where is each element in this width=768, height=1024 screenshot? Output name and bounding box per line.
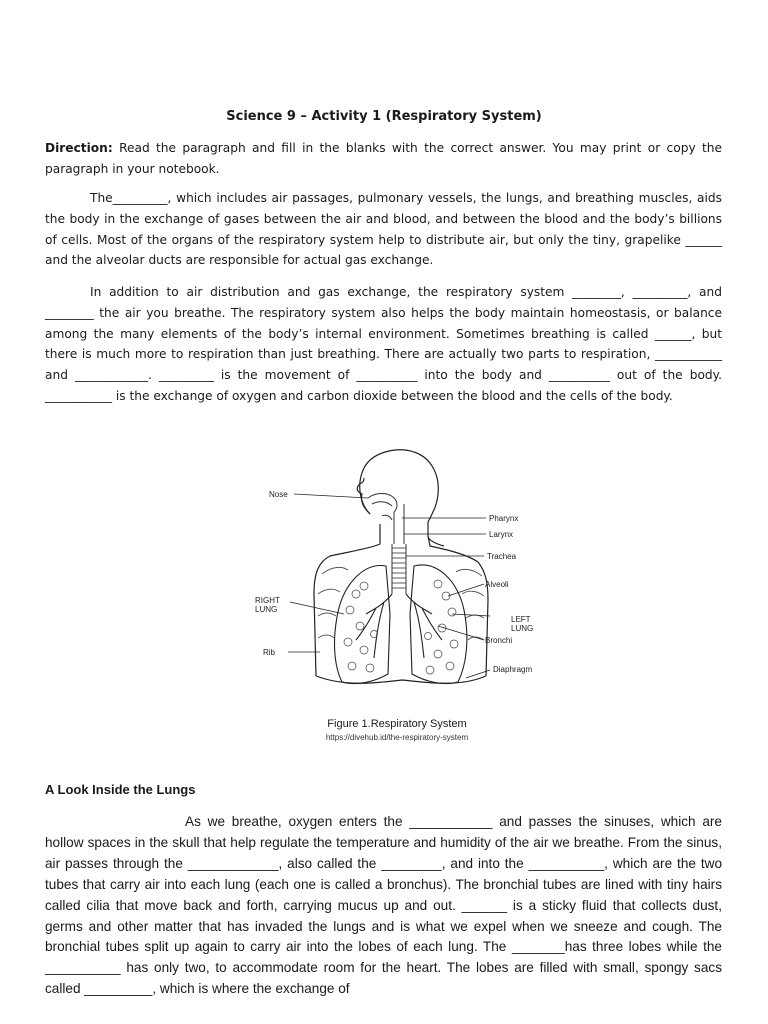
paragraph-2-text: In addition to air distribution and gas exchange, the respiratory system ________, _________, and ________ the air you breathe. The respiratory system also helps the body maintain homeostasis, or balance among the many elements of the body’s internal environment. Sometimes breathing is called ______, but there is much more to respiration than just breathing. There are actually two parts to respiration, ___________ and ____________. _________ is the movement of __________ into the body and __________ out of the body. ___________ is the exchange of oxygen and carbon dioxide between the blood and the cells of the body. <box>45 285 722 403</box>
lungs-paragraph-text: As we breathe, oxygen enters the ___________ and passes the sinuses, which are hollow spaces in the skull that help regulate the temperature and humidity of the air we breathe. From the sinus, air passes through the ____________, also called the ________, and into the __________, which are the two tubes that carry air into each lung (each one is called a bronchus). The bronchial tubes are lined with tiny hairs called cilia that move back and forth, carrying mucus up and out. ______ is a sticky fluid that collects dust, germs and other matter that has invaded the lungs and is what we expel when we sneeze and cough. The bronchial tubes split up again to carry air into the lobes of each lung. The _______has three lobes while the __________ has only two, to accommodate room for the heart. The lobes are filled with small, spongy sacs called _________, which is where the exchange of <box>45 814 722 997</box>
label-nose: Nose <box>269 490 288 499</box>
label-alveoli: Alveoli <box>485 580 509 589</box>
section-title: A Look Inside the Lungs <box>45 782 196 797</box>
figure-source: https://divehub.id/the-respiratory-system <box>325 733 469 742</box>
direction-label: Direction: <box>45 141 113 155</box>
label-left-lung: LEFT LUNG <box>511 615 534 633</box>
page-title: Science 9 – Activity 1 (Respiratory System) <box>226 109 542 124</box>
right-lung <box>335 566 390 684</box>
paragraph-2 <box>45 282 722 407</box>
left-lung <box>410 565 467 684</box>
trachea-rings <box>392 548 406 588</box>
direction-text: Read the paragraph and fill in the blanks with the correct answer. You may print or copy the paragraph in your notebook. <box>45 141 722 176</box>
label-right-lung: RIGHT LUNG <box>255 596 280 614</box>
figure-caption: Figure 1.Respiratory System <box>327 718 467 730</box>
paragraph-1-text: The_________, which includes air passages, pulmonary vessels, the lungs, and breathing muscles, aids the body in the exchange of gases between the air and blood, and between the blood and the body’s billions of cells. Most of the organs of the respiratory system help to distribute air, but only the tiny, grapelike ______ and the alveolar ducts are responsible for actual gas exchange. <box>45 191 722 268</box>
label-larynx: Larynx <box>489 530 514 539</box>
lungs-paragraph-block <box>45 812 722 1000</box>
label-diaphragm: Diaphragm <box>493 665 533 674</box>
label-bronchi: Bronchi <box>485 636 513 645</box>
paragraph-1 <box>45 188 722 271</box>
label-rib: Rib <box>263 648 276 657</box>
direction-block <box>45 138 722 180</box>
respiratory-system-figure <box>252 444 542 754</box>
label-trachea: Trachea <box>487 552 517 561</box>
label-pharynx: Pharynx <box>489 514 519 523</box>
